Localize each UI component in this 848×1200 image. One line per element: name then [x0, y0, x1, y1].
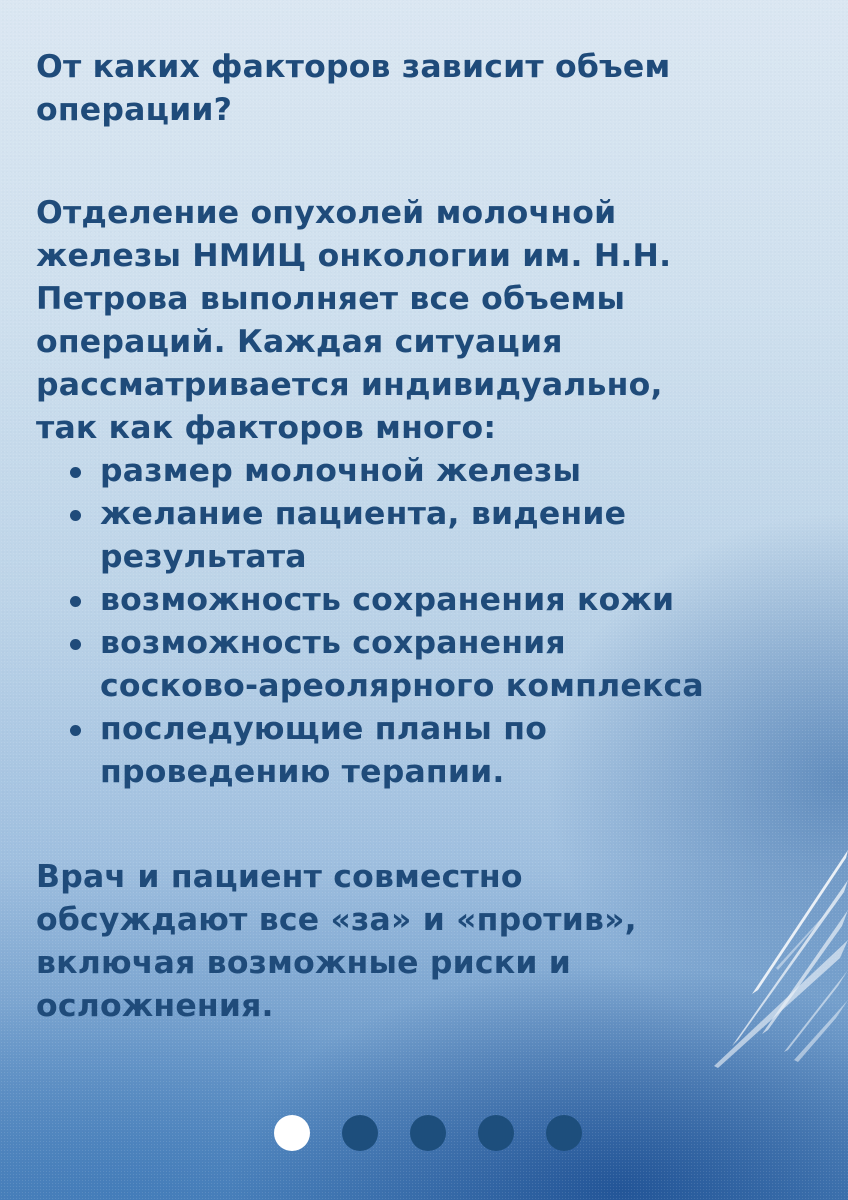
factor-list-item — [100, 622, 816, 708]
spacer — [36, 132, 816, 192]
factor-line: желание пациента, видение — [100, 496, 627, 532]
intro-line: железы НМИЦ онкологии им. Н.Н. — [36, 238, 672, 274]
conclusion-line: включая возможные риски и — [36, 945, 572, 981]
conclusion-paragraph — [36, 856, 816, 1028]
factor-line: последующие планы по — [100, 711, 548, 747]
pagination-dot[interactable] — [342, 1115, 378, 1151]
factor-line: возможность сохранения кожи — [100, 582, 675, 618]
factor-list-item — [100, 708, 816, 794]
heading-line: операции? — [36, 92, 233, 128]
factor-list-item — [100, 450, 816, 493]
factors-list — [36, 450, 816, 794]
intro-line: Петрова выполняет все объемы — [36, 281, 626, 317]
conclusion-line: осложнения. — [36, 988, 274, 1024]
pagination-dot[interactable] — [274, 1115, 310, 1151]
spacer — [36, 794, 816, 856]
conclusion-line: обсуждают все «за» и «против», — [36, 902, 637, 938]
content-text-block — [36, 46, 816, 1028]
intro-line: Отделение опухолей молочной — [36, 195, 617, 231]
factor-line: результата — [100, 539, 307, 575]
factor-line: возможность сохранения — [100, 625, 566, 661]
page-heading — [36, 46, 816, 132]
pagination-dots — [274, 1115, 582, 1151]
pagination-dot[interactable] — [546, 1115, 582, 1151]
intro-line: рассматривается индивидуально, — [36, 367, 663, 403]
factor-line: сосково-ареолярного комплекса — [100, 668, 704, 704]
factor-line: проведению терапии. — [100, 754, 505, 790]
factor-list-item — [100, 493, 816, 579]
pagination-dot[interactable] — [410, 1115, 446, 1151]
intro-line: так как факторов много: — [36, 410, 497, 446]
intro-paragraph — [36, 192, 816, 450]
heading-line: От каких факторов зависит объем — [36, 49, 671, 85]
pagination-dot[interactable] — [478, 1115, 514, 1151]
factor-line: размер молочной железы — [100, 453, 582, 489]
conclusion-line: Врач и пациент совместно — [36, 859, 523, 895]
factor-list-item — [100, 579, 816, 622]
intro-line: операций. Каждая ситуация — [36, 324, 563, 360]
